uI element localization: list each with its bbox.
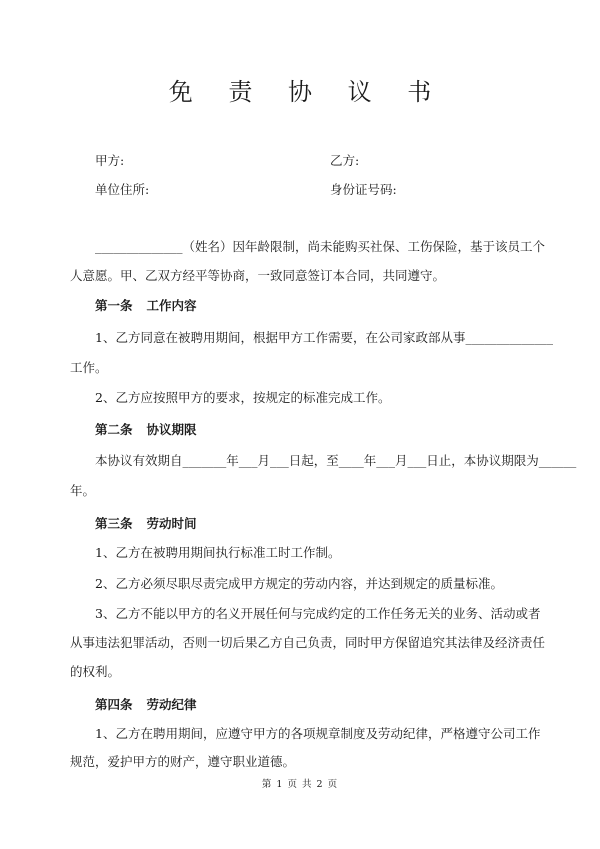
article-2-number: 第二条: [95, 422, 133, 437]
article-3-title: 劳动时间: [146, 516, 197, 531]
article-3-clause-1: 1、乙方在被聘用期间执行标准工时工作制。: [95, 545, 341, 560]
article-1-title: 工作内容: [146, 298, 197, 313]
article-1-clause-1-line-2: 工作。: [70, 360, 108, 375]
article-2-heading: [95, 420, 528, 438]
document-title: 免 责 协 议 书: [168, 78, 446, 106]
article-4-title: 劳动纪律: [146, 697, 197, 712]
article-3-heading: [95, 514, 528, 532]
party-b-label: 乙方:: [330, 153, 360, 168]
article-2-line-1: 本协议有效期自_______年___月___日起，至____年___月___日止，本协议期限为______: [95, 453, 577, 468]
article-4-clause-1-line-1: 1、乙方在聘用期间，应遵守甲方的各项规章制度及劳动纪律，严格遵守公司工作: [95, 726, 541, 741]
article-4-clause-1-line-2: 规范，爱护甲方的财产，遵守职业道德。: [70, 754, 296, 769]
article-1-heading: [95, 296, 528, 314]
article-1-clause-1-line-1: 1、乙方同意在被聘用期间，根据甲方工作需要，在公司家政部从事______________: [95, 330, 553, 345]
party-a-label: 甲方:: [95, 153, 125, 168]
article-3-number: 第三条: [95, 516, 133, 531]
article-2-title: 协议期限: [146, 422, 197, 437]
page-number-footer: 第 1 页 共 2 页: [261, 779, 339, 790]
id-number-label: 身份证号码:: [330, 182, 397, 197]
article-1-number: 第一条: [95, 298, 133, 313]
intro-line-2: 人意愿。甲、乙双方经平等协商，一致同意签订本合同，共同遵守。: [70, 268, 446, 283]
article-3-clause-3-line-2: 从事违法犯罪活动，否则一切后果乙方自己负责，同时甲方保留追究其法律及经济责任: [70, 635, 546, 650]
article-3-clause-3-line-1: 3、乙方不能以甲方的名义开展任何与完成约定的工作任务无关的业务、活动或者: [95, 606, 541, 621]
article-4-heading: [95, 695, 528, 713]
article-1-clause-2: 2、乙方应按照甲方的要求，按规定的标准完成工作。: [95, 390, 391, 405]
article-4-number: 第四条: [95, 697, 133, 712]
address-label: 单位住所:: [95, 182, 150, 197]
article-2-line-2: 年。: [70, 483, 96, 498]
article-3-clause-3-line-3: 的权利。: [70, 664, 121, 679]
article-3-clause-2: 2、乙方必须尽职尽责完成甲方规定的劳动内容，并达到规定的质量标准。: [95, 576, 503, 591]
intro-line-1: ______________（姓名）因年龄限制，尚未能购买社保、工伤保险，基于该员工个: [95, 239, 546, 254]
